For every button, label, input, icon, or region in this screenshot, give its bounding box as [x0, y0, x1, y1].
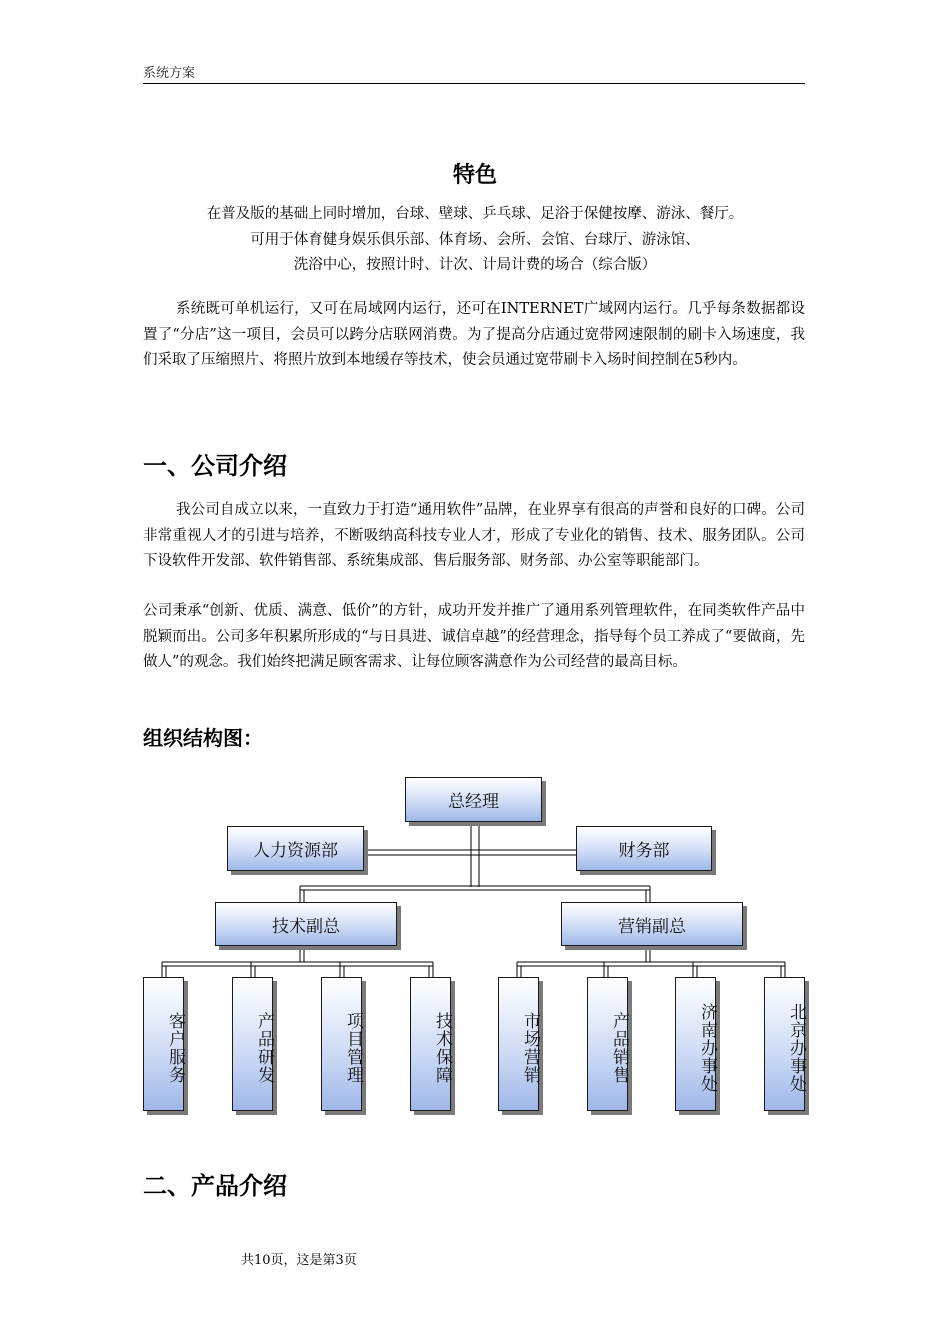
page-footer: 共10页，这是第3页 [241, 1253, 357, 1268]
org-node-general-manager: 总经理 [405, 777, 542, 822]
company-paragraph-2: 公司秉承“创新、优质、满意、低价”的方针，成功开发并推广了通用系列管理软件，在同类软件产品中脱颖而出。公司多年积累所形成的“与日具进、诚信卓越”的经营理念，指导每个员工养成了“要做商，先做人”的观念。我们始终把满足顾客需求、让每位顾客满意作为公司经营的最高目标。 [143, 603, 805, 671]
org-unit-product-sales: 产品销售 [587, 977, 628, 1111]
org-unit-beijing-office: 北京办事处 [764, 977, 805, 1111]
org-unit-tech-support: 技术保障 [410, 977, 451, 1111]
page-header: 系统方案 [143, 66, 805, 84]
org-node-sales-vp: 营销副总 [561, 902, 743, 946]
feature-line-2: 可用于体育健身娱乐俱乐部、体育场、会所、会馆、台球厅、游泳馆、 [250, 232, 700, 248]
feature-line-1: 在普及版的基础上同时增加，台球、壁球、乒乓球、足浴于保健按摩、游泳、餐厅。 [206, 206, 744, 222]
feature-paragraph: 系统既可单机运行，又可在局域网内运行，还可在INTERNET广域网内运行。几乎每条数据都设置了“分店”这一项目，会员可以跨分店联网消费。为了提高分店通过宽带网速限制的刷卡入场速度，我们采取了压缩照片、将照片放到本地缓存等技术，使会员通过宽带刷卡入场时间控制在5秒内。 [143, 301, 805, 369]
feature-title: 特色 [452, 163, 497, 188]
company-paragraph-1: 我公司自成立以来，一直致力于打造“通用软件”品牌，在业界享有很高的声誉和良好的口碑。公司非常重视人才的引进与培养，不断吸纳高科技专业人才，形成了专业化的销售、技术、服务团队。公司下设软件开发部、软件销售部、系统集成部、售后服务部、财务部、办公室等职能部门。 [143, 502, 805, 570]
org-node-hr: 人力资源部 [227, 826, 364, 871]
org-node-finance: 财务部 [576, 826, 712, 871]
org-unit-project-mgmt: 项目管理 [321, 977, 362, 1111]
feature-line-3: 洗浴中心，按照计时、计次、计局计费的场合（综合版） [293, 257, 657, 273]
org-unit-customer-service: 客户服务 [143, 977, 184, 1111]
org-chart-heading: 组织结构图： [143, 726, 263, 750]
section-heading-company: 一、公司介绍 [143, 452, 287, 480]
org-unit-marketing: 市场营销 [498, 977, 539, 1111]
section-heading-products: 二、产品介绍 [143, 1172, 287, 1200]
org-node-tech-vp: 技术副总 [215, 902, 397, 946]
org-unit-jinan-office: 济南办事处 [675, 977, 716, 1111]
org-unit-product-rd: 产品研发 [232, 977, 273, 1111]
